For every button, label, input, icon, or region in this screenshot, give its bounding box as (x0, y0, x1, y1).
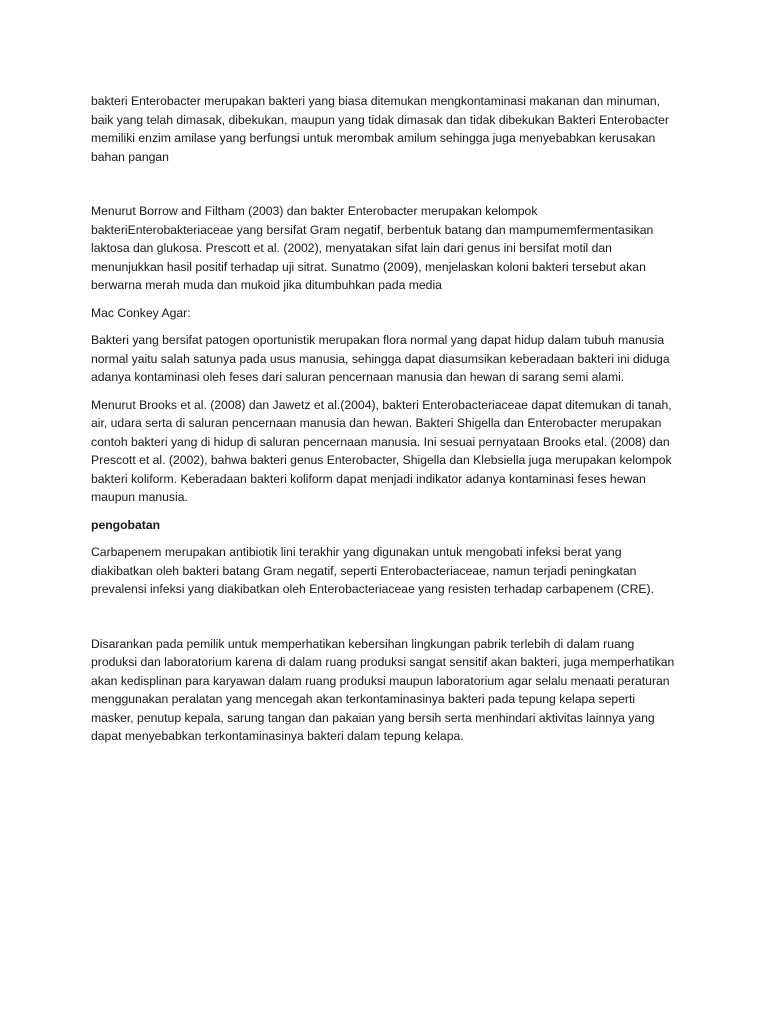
paragraph-brooks-jawetz: Menurut Brooks et al. (2008) dan Jawetz et al.(2004), bakteri Enterobacteriaceae dapat ditemukan di tanah, air, udara serta di saluran pencernaan manusia dan hewan. Bakteri Shigella dan Enterobacter merupakan contoh bakteri yang di hidup di saluran pencernaan manusia. Ini sesuai pernyataan Brooks etal. (2008) dan Prescott et al. (2002), bahwa bakteri genus Enterobacter, Shigella dan Klebsiella juga merupakan kelompok bakteri koliform. Keberadaan bakteri koliform dapat menjadi indikator adanya kontaminasi feses hewan maupun manusia. (91, 397, 672, 504)
paragraph-mac-conkey: Mac Conkey Agar: (91, 305, 191, 320)
paragraph-borrow-filtham: Menurut Borrow and Filtham (2003) dan bakter Enterobacter merupakan kelompok bakteriEnterobakteriaceae yang bersifat Gram negatif, berbentuk batang dan mampumemfermentasikan laktosa dan glukosa. Prescott et al. (2002), menyatakan sifat lain dari genus ini bersifat motil dan menunjukkan hasil positif terhadap uji sitrat. Sunatmo (2009), menjelaskan koloni bakteri tersebut akan berwarna merah muda dan mukoid jika ditumbuhkan pada media (91, 204, 654, 292)
paragraph-enterobacter-intro: bakteri Enterobacter merupakan bakteri yang biasa ditemukan mengkontaminasi makanan dan minuman, baik yang telah dimasak, dibekukan, maupun yang tidak dimasak dan tidak dibekukan Bakteri Enterobacter memiliki enzim amilase yang berfungsi untuk merombak amilum sehingga juga menyebabkan kerusakan bahan pangan (91, 94, 669, 164)
paragraph-carbapenem: Carbapenem merupakan antibiotik lini terakhir yang digunakan untuk mengobati infeksi berat yang diakibatkan oleh bakteri batang Gram negatif, seperti Enterobacteriaceae, namun terjadi peningkatan prevalensi infeksi yang diakibatkan oleh Enterobacteriaceae yang resisten terhadap carbapenem (CRE). (91, 545, 654, 596)
paragraph-patogen-oportunistik: Bakteri yang bersifat patogen oportunistik merupakan flora normal yang dapat hidup dalam tubuh manusia normal yaitu salah satunya pada usus manusia, sehingga dapat diasumsikan keberadaan bakteri ini diduga adanya kontaminasi oleh feses dari saluran pencernaan manusia dan hewan di sarang semi alami. (91, 333, 670, 384)
document-page (91, 92, 679, 746)
paragraph-saran: Disarankan pada pemilik untuk memperhatikan kebersihan lingkungan pabrik terlebih di dalam ruang produksi dan laboratorium karena di dalam ruang produksi sangat sensitif akan bakteri, juga memperhatikan akan kedisplinan para karyawan dalam ruang produksi maupun laboratorium agar selalu menaati peraturan menggunakan peralatan yang mencegah akan terkontaminasinya bakteri pada tepung kelapa seperti masker, penutup kepala, sarung tangan dan pakaian yang bersih serta menhindari aktivitas lainnya yang dapat menyebabkan terkontaminasinya bakteri dalam tepung kelapa. (91, 636, 675, 743)
section-heading-pengobatan: pengobatan (91, 517, 161, 532)
